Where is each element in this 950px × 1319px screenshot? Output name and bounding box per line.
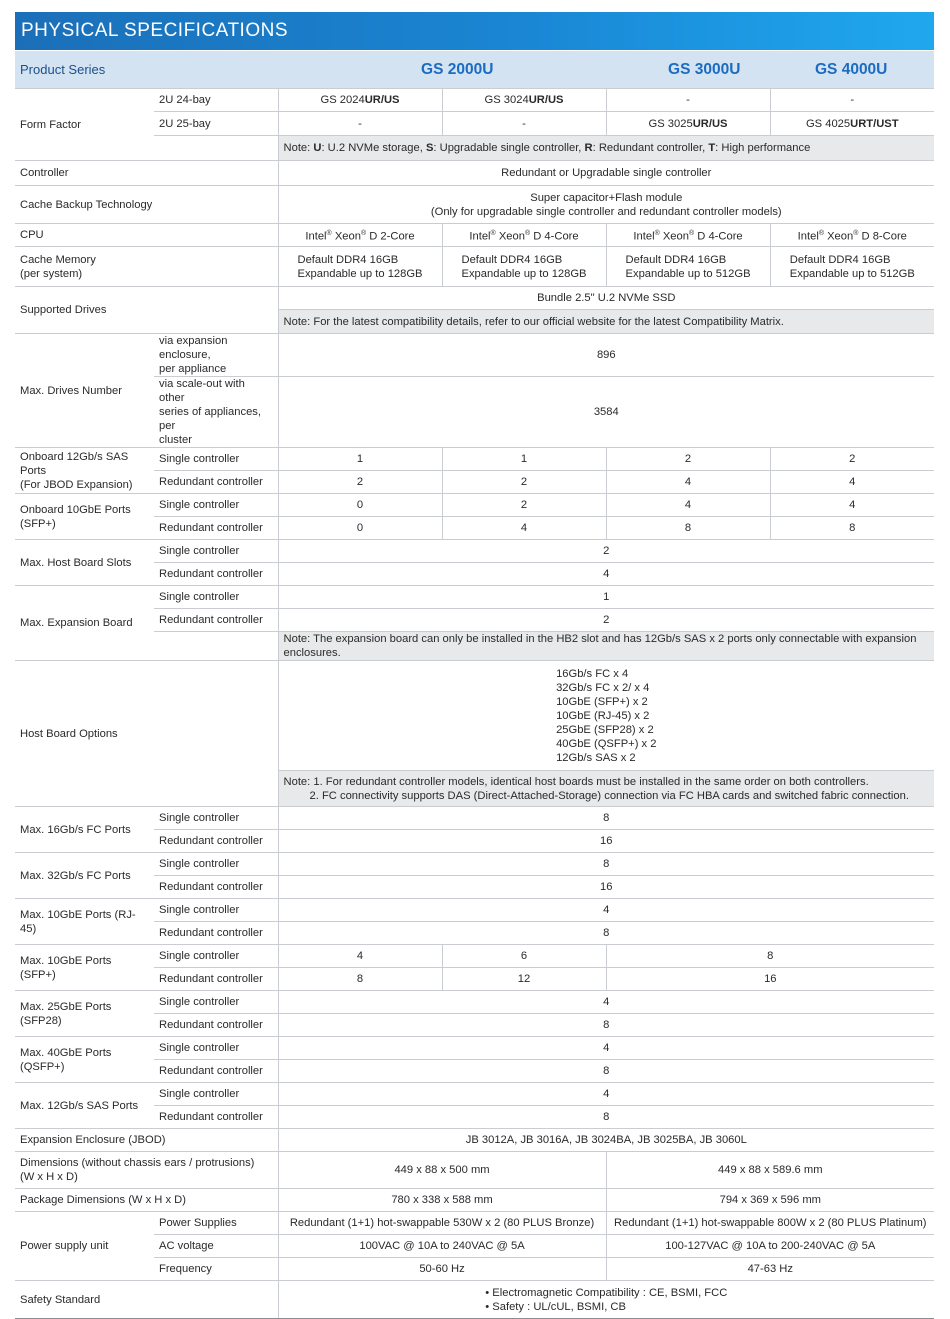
model-gs4000u: GS 4000U: [815, 61, 888, 78]
table-cell: 8: [278, 853, 934, 876]
header-row: [15, 51, 934, 89]
row-sublabel: 2U 25-bay: [154, 112, 278, 136]
list-item: 12Gb/s SAS x 2: [556, 751, 636, 764]
table-cell: GS 3024UR/US: [442, 89, 606, 112]
row-sublabel: Frequency: [154, 1258, 278, 1281]
table-cell: 4: [442, 517, 606, 540]
table-cell: 8: [278, 1106, 934, 1129]
table-cell: 16: [606, 968, 934, 991]
page-title: PHYSICAL SPECIFICATIONS: [15, 12, 934, 50]
row-label: Supported Drives: [15, 287, 278, 334]
row-label: Max. 25GbE Ports (SFP28): [15, 991, 154, 1037]
row-sublabel: Redundant controller: [154, 968, 278, 991]
row-label: Max. 12Gb/s SAS Ports: [15, 1083, 154, 1129]
list-item: 32Gb/s FC x 2/ x 4: [556, 681, 650, 694]
table-row: [15, 991, 934, 1014]
table-row: [15, 586, 934, 609]
table-cell: 4: [770, 471, 934, 494]
model-gs3000u: GS 3000U: [606, 51, 934, 89]
row-sublabel: Single controller: [154, 807, 278, 830]
table-cell: -: [442, 112, 606, 136]
row-sublabel: AC voltage: [154, 1235, 278, 1258]
table-cell: 2: [442, 494, 606, 517]
row-sublabel: Single controller: [154, 1083, 278, 1106]
row-sublabel: Single controller: [154, 448, 278, 471]
table-cell: Default DDR4 16GB Expandable up to 512GB: [606, 247, 770, 287]
row-label: Onboard 10GbE Ports (SFP+): [15, 494, 154, 540]
table-row: [15, 494, 934, 517]
row-label: Safety Standard: [15, 1281, 278, 1319]
table-cell: Redundant or Upgradable single controller: [278, 161, 934, 186]
row-sublabel: Redundant controller: [154, 563, 278, 586]
row-sublabel: Redundant controller: [154, 1060, 278, 1083]
row-sublabel: Single controller: [154, 494, 278, 517]
table-cell: 2: [278, 540, 934, 563]
table-cell: 2: [606, 448, 770, 471]
table-row: [15, 661, 934, 771]
list-item: • Electromagnetic Compatibility : CE, BSMI, FCC: [485, 1286, 727, 1300]
table-row: [15, 899, 934, 922]
table-cell: JB 3012A, JB 3016A, JB 3024BA, JB 3025BA, JB 3060L: [278, 1129, 934, 1152]
row-label: Package Dimensions (W x H x D): [15, 1189, 278, 1212]
table-cell: 449 x 88 x 589.6 mm: [606, 1152, 934, 1189]
table-cell: 1: [442, 448, 606, 471]
table-row: [15, 161, 934, 186]
row-sublabel: Redundant controller: [154, 922, 278, 945]
table-row: [15, 1129, 934, 1152]
note: Note: For the latest compatibility details, refer to our official website for the latest Compatibility Matrix.: [278, 310, 934, 334]
list-item: • Safety : UL/cUL, BSMI, CB: [485, 1300, 727, 1314]
row-sublabel: Power Supplies: [154, 1212, 278, 1235]
table-cell: GS 4025URT/UST: [770, 112, 934, 136]
row-label: Power supply unit: [15, 1212, 154, 1281]
table-cell: Default DDR4 16GB Expandable up to 128GB: [278, 247, 442, 287]
product-series-label: Product Series: [15, 51, 278, 89]
row-sublabel: Single controller: [154, 945, 278, 968]
table-cell: 8: [278, 922, 934, 945]
table-cell: 4: [770, 494, 934, 517]
table-cell: 794 x 369 x 596 mm: [606, 1189, 934, 1212]
table-cell: Intel® Xeon® D 8-Core: [770, 224, 934, 247]
host-board-list: [278, 661, 934, 771]
row-sublabel: Single controller: [154, 540, 278, 563]
table-row: [15, 287, 934, 310]
table-cell: -: [770, 89, 934, 112]
row-label: Max. 16Gb/s FC Ports: [15, 807, 154, 853]
table-cell: Intel® Xeon® D 2-Core: [278, 224, 442, 247]
table-cell: 2: [770, 448, 934, 471]
table-cell: Default DDR4 16GB Expandable up to 512GB: [770, 247, 934, 287]
table-cell: 6: [442, 945, 606, 968]
model-gs2000u: GS 2000U: [278, 51, 606, 89]
row-sublabel: Single controller: [154, 899, 278, 922]
row-label: Max. Host Board Slots: [15, 540, 154, 586]
table-cell: 4: [278, 1083, 934, 1106]
row-sublabel: Single controller: [154, 586, 278, 609]
table-cell: 4: [606, 494, 770, 517]
table-row: [15, 1037, 934, 1060]
note: Note: The expansion board can only be installed in the HB2 slot and has 12Gb/s SAS x 2 ports only connectable with expansion enclosures.: [278, 632, 934, 661]
table-cell: Bundle 2.5" U.2 NVMe SSD: [278, 287, 934, 310]
row-label: Host Board Options: [15, 661, 278, 807]
row-sublabel: 2U 24-bay: [154, 89, 278, 112]
table-cell: 4: [278, 563, 934, 586]
spec-table: [15, 51, 934, 1319]
table-row: [15, 448, 934, 471]
table-cell: 449 x 88 x 500 mm: [278, 1152, 606, 1189]
table-cell: 1: [278, 586, 934, 609]
row-label: Max. 10GbE Ports (SFP+): [15, 945, 154, 991]
table-cell: Intel® Xeon® D 4-Core: [442, 224, 606, 247]
list-item: 10GbE (SFP+) x 2: [556, 695, 648, 708]
row-label: Max. Drives Number: [15, 334, 154, 448]
table-cell: 4: [278, 1037, 934, 1060]
table-cell: GS 3025UR/US: [606, 112, 770, 136]
table-cell: 47-63 Hz: [606, 1258, 934, 1281]
table-row: [15, 1152, 934, 1189]
table-cell: 16: [278, 876, 934, 899]
table-cell: -: [606, 89, 770, 112]
row-label: Max. 40GbE Ports (QSFP+): [15, 1037, 154, 1083]
table-cell: Super capacitor+Flash module (Only for upgradable single controller and redundant controller models): [278, 186, 934, 224]
row-sublabel: Redundant controller: [154, 876, 278, 899]
table-cell: 2: [278, 471, 442, 494]
table-row: [15, 334, 934, 377]
table-cell: 100-127VAC @ 10A to 200-240VAC @ 5A: [606, 1235, 934, 1258]
table-row: [15, 945, 934, 968]
table-row: [15, 540, 934, 563]
list-item: 40GbE (QSFP+) x 2: [556, 737, 657, 750]
row-sublabel: Redundant controller: [154, 517, 278, 540]
table-cell: 8: [606, 517, 770, 540]
table-cell: 16: [278, 830, 934, 853]
row-sublabel: Redundant controller: [154, 1106, 278, 1129]
table-cell: 4: [278, 991, 934, 1014]
table-row: [15, 1281, 934, 1319]
table-cell: 780 x 338 x 588 mm: [278, 1189, 606, 1212]
table-cell: 100VAC @ 10A to 240VAC @ 5A: [278, 1235, 606, 1258]
table-cell: 1: [278, 448, 442, 471]
row-sublabel: via scale-out with other series of appliances, per cluster: [154, 377, 278, 448]
list-item: 10GbE (RJ-45) x 2: [556, 709, 650, 722]
table-cell: Redundant (1+1) hot-swappable 530W x 2 (80 PLUS Bronze): [278, 1212, 606, 1235]
table-cell: 8: [278, 968, 442, 991]
row-sublabel: Redundant controller: [154, 471, 278, 494]
row-label: CPU: [15, 224, 278, 247]
table-row: [15, 89, 934, 112]
row-sublabel: Single controller: [154, 1037, 278, 1060]
list-item: 16Gb/s FC x 4: [556, 667, 629, 680]
table-row: [15, 807, 934, 830]
row-label: Form Factor: [15, 89, 154, 161]
table-cell: 4: [278, 899, 934, 922]
row-label: Max. 10GbE Ports (RJ-45): [15, 899, 154, 945]
row-sublabel: Redundant controller: [154, 609, 278, 632]
row-label: Cache Backup Technology: [15, 186, 278, 224]
table-row: [15, 1083, 934, 1106]
table-cell: 12: [442, 968, 606, 991]
row-sublabel: Redundant controller: [154, 830, 278, 853]
list-item: 25GbE (SFP28) x 2: [556, 723, 654, 736]
row-sublabel: Single controller: [154, 991, 278, 1014]
row-sublabel: Single controller: [154, 853, 278, 876]
table-cell: Default DDR4 16GB Expandable up to 128GB: [442, 247, 606, 287]
table-cell: 8: [278, 1014, 934, 1037]
table-cell: 0: [278, 517, 442, 540]
table-cell: -: [278, 112, 442, 136]
table-cell: 8: [278, 807, 934, 830]
table-row: [15, 186, 934, 224]
table-cell: [278, 1281, 934, 1319]
table-cell: 4: [606, 471, 770, 494]
row-label: Max. 32Gb/s FC Ports: [15, 853, 154, 899]
row-sublabel: Redundant controller: [154, 1014, 278, 1037]
table-cell: 2: [278, 609, 934, 632]
table-cell: 8: [606, 945, 934, 968]
note: Note: 1. For redundant controller models, identical host boards must be installed in the same order on both controllers. 2. FC connectivity supports DAS (Direct-Attached-Storage) connection via FC HBA cards and switched fabric connection.: [278, 771, 934, 807]
table-cell: 2: [442, 471, 606, 494]
table-cell: 8: [770, 517, 934, 540]
table-row: [15, 224, 934, 247]
row-label: Cache Memory (per system): [15, 247, 278, 287]
row-sublabel: via expansion enclosure, per appliance: [154, 334, 278, 377]
table-cell: 50-60 Hz: [278, 1258, 606, 1281]
row-label: Dimensions (without chassis ears / protrusions) (W x H x D): [15, 1152, 278, 1189]
row-label: Controller: [15, 161, 278, 186]
row-label: Max. Expansion Board: [15, 586, 154, 661]
table-cell: 3584: [278, 377, 934, 448]
table-row: [15, 1189, 934, 1212]
table-row: [15, 1212, 934, 1235]
table-cell: 4: [278, 945, 442, 968]
row-label: Expansion Enclosure (JBOD): [15, 1129, 278, 1152]
table-cell: Redundant (1+1) hot-swappable 800W x 2 (80 PLUS Platinum): [606, 1212, 934, 1235]
table-row: [15, 853, 934, 876]
note: Note: U: U.2 NVMe storage, S: Upgradable single controller, R: Redundant controller, T: High performance: [278, 136, 934, 161]
table-cell: 8: [278, 1060, 934, 1083]
table-cell: 0: [278, 494, 442, 517]
row-label: Onboard 12Gb/s SAS Ports (For JBOD Expansion): [15, 448, 154, 494]
safety-list: [485, 1286, 727, 1314]
table-cell: GS 2024UR/US: [278, 89, 442, 112]
table-row: [15, 247, 934, 287]
table-cell: 896: [278, 334, 934, 377]
table-cell: Intel® Xeon® D 4-Core: [606, 224, 770, 247]
